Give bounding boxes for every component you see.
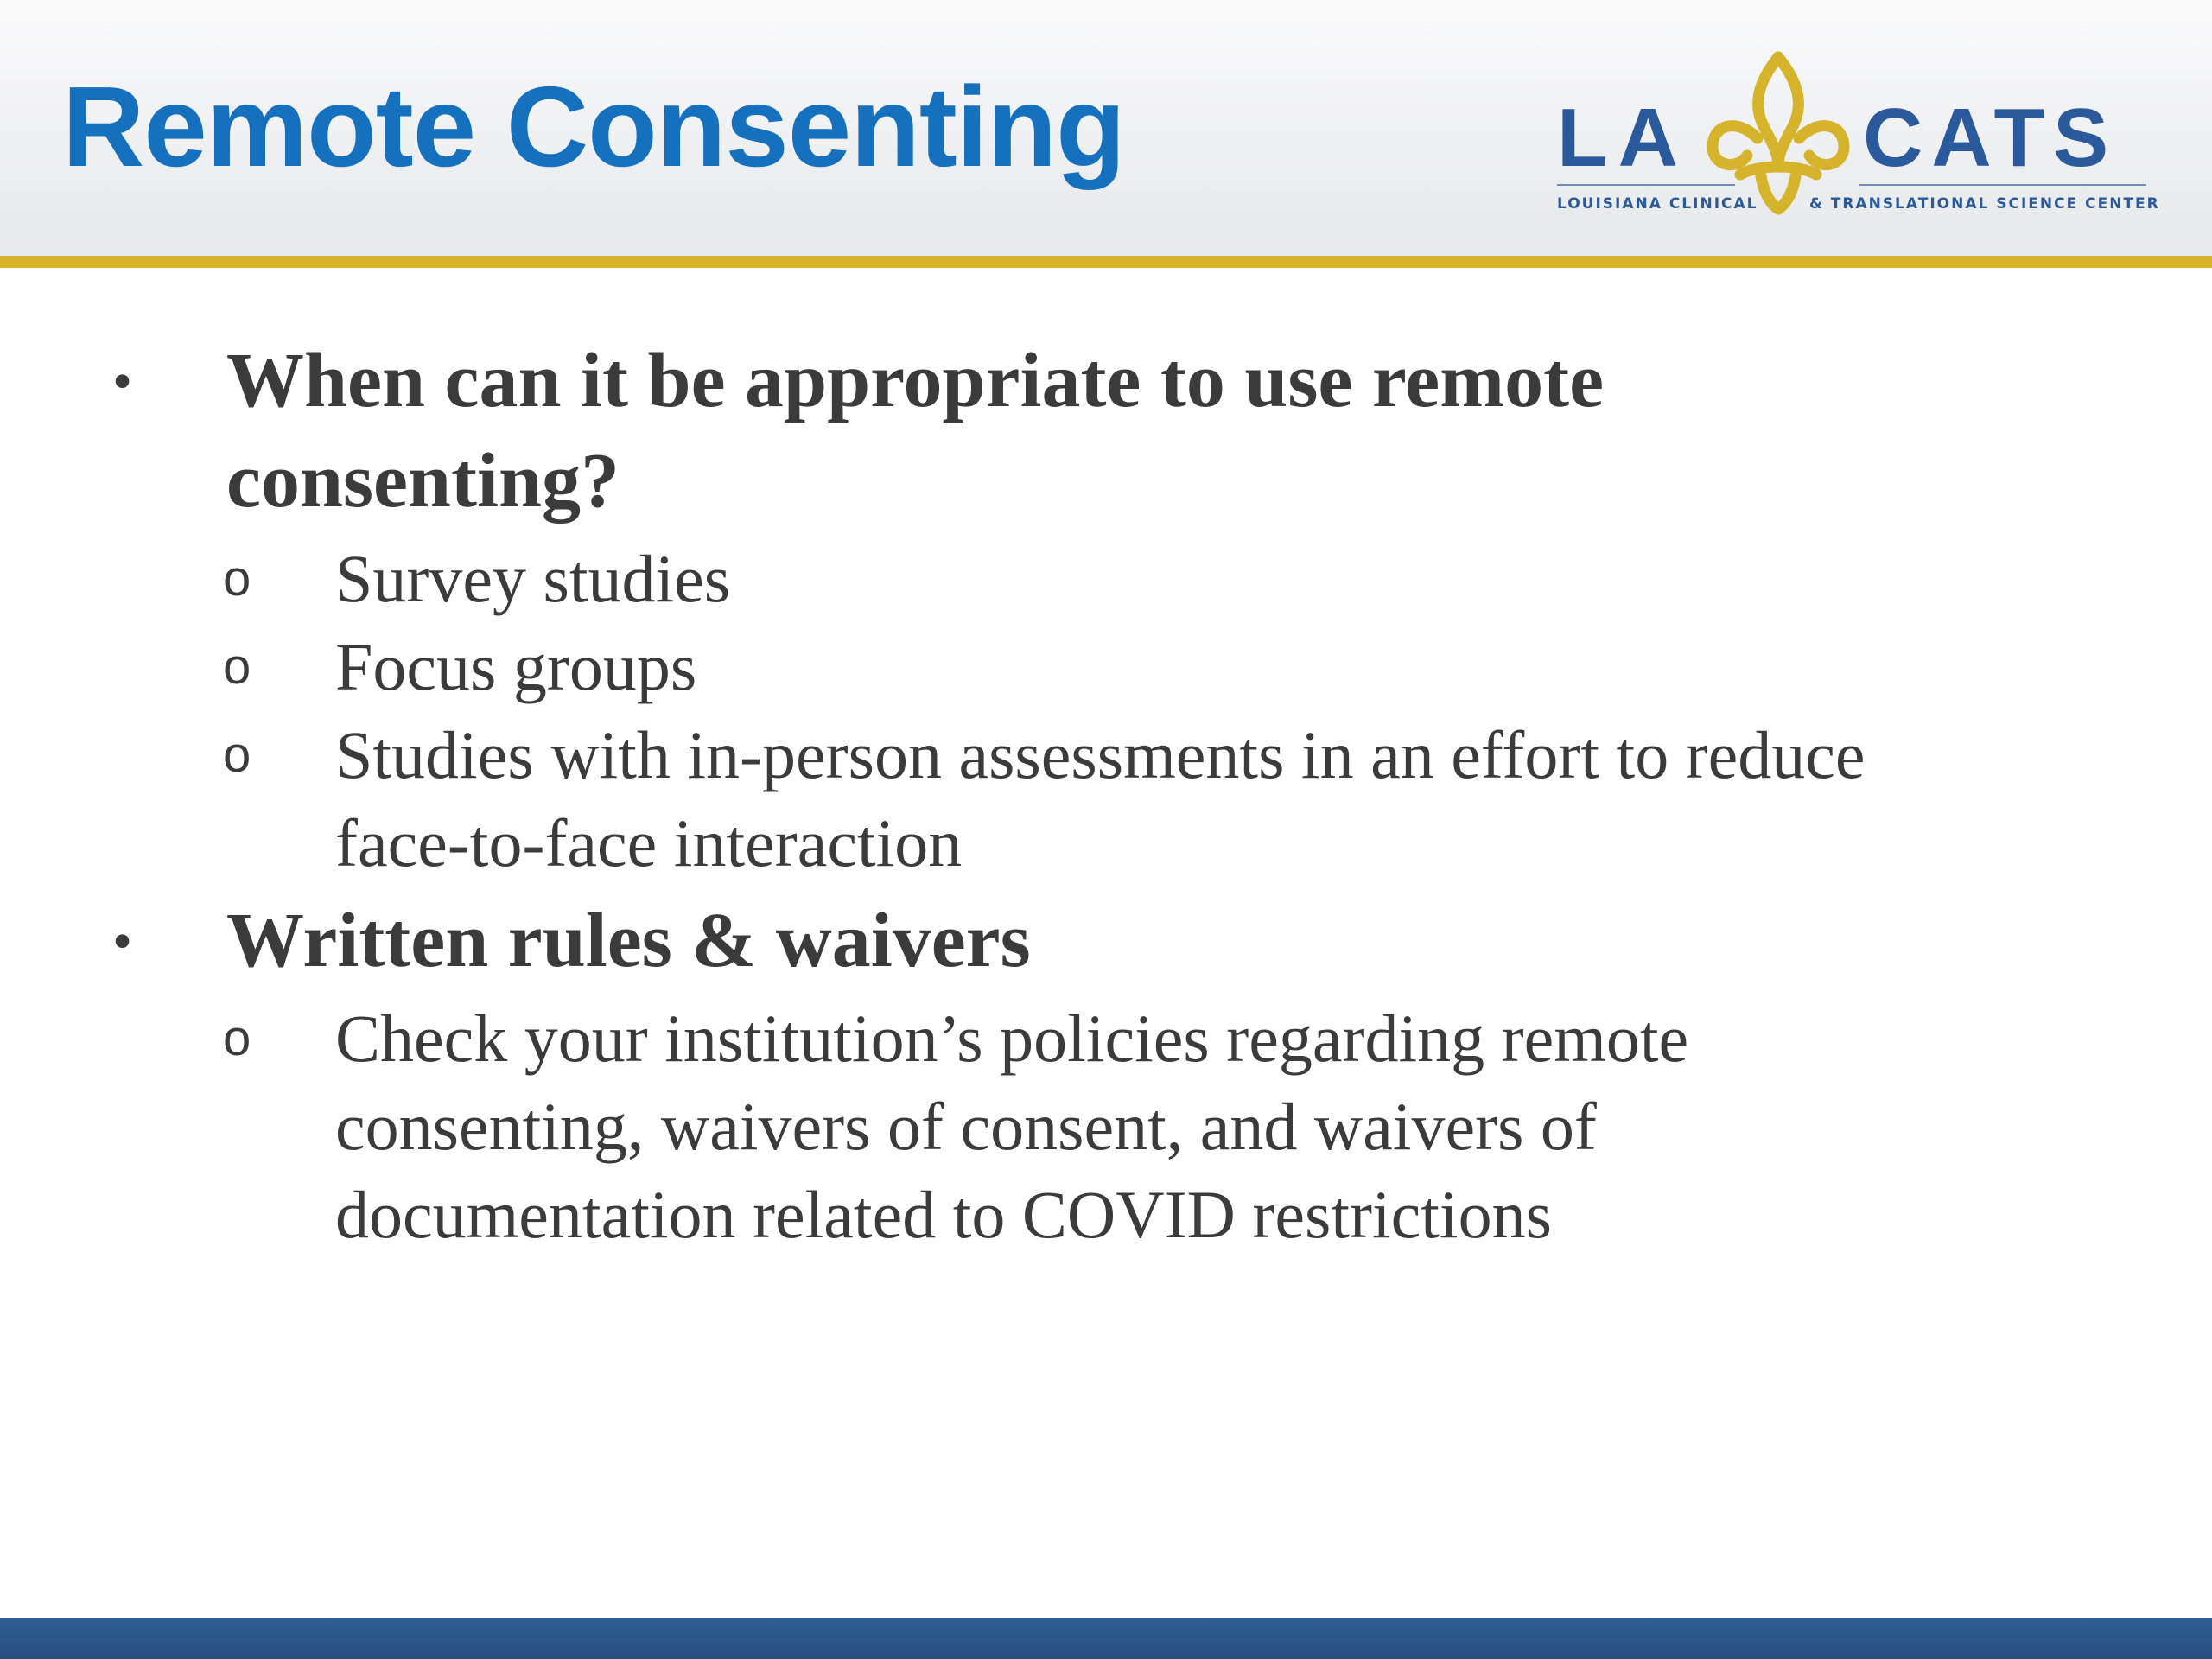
sub-bullet-marker: o [223,727,251,783]
sub-item-line: Studies with in-person assessments in an effort to reduce [335,717,1866,792]
sub-bullet-marker: o [223,639,251,695]
bullet-heading-line: Written rules & waivers [226,898,1031,983]
sub-item-line: Survey studies [335,541,731,616]
sub-item-line: consenting, waivers of consent, and waivers of [335,1089,1597,1164]
sub-item-line: Focus groups [335,629,697,704]
bullet-marker: • [112,910,133,973]
slide-title: Remote Consenting [62,63,1125,190]
logo-tagline-left: LOUISIANA CLINICAL [1557,195,1758,213]
bullet-heading-line: consenting? [226,438,620,524]
sub-item-line: face-to-face interaction [335,805,963,880]
sub-bullet-marker: o [223,550,251,607]
slide-footer-bar [0,1618,2212,1659]
sub-item-line: Check your institution’s policies regarding remote [335,1001,1689,1076]
logo-la-word: LA [1557,92,1688,184]
sub-item-line: documentation related to COVID restrictions [335,1177,1552,1252]
bullet-heading-line: When can it be appropriate to use remote [226,338,1605,423]
logo-cats-word: CATS [1863,92,2118,184]
bullet-marker: • [112,350,133,413]
sub-bullet-marker: o [223,1010,251,1066]
logo-tagline-right: & TRANSLATIONAL SCIENCE CENTER [1809,195,2160,213]
